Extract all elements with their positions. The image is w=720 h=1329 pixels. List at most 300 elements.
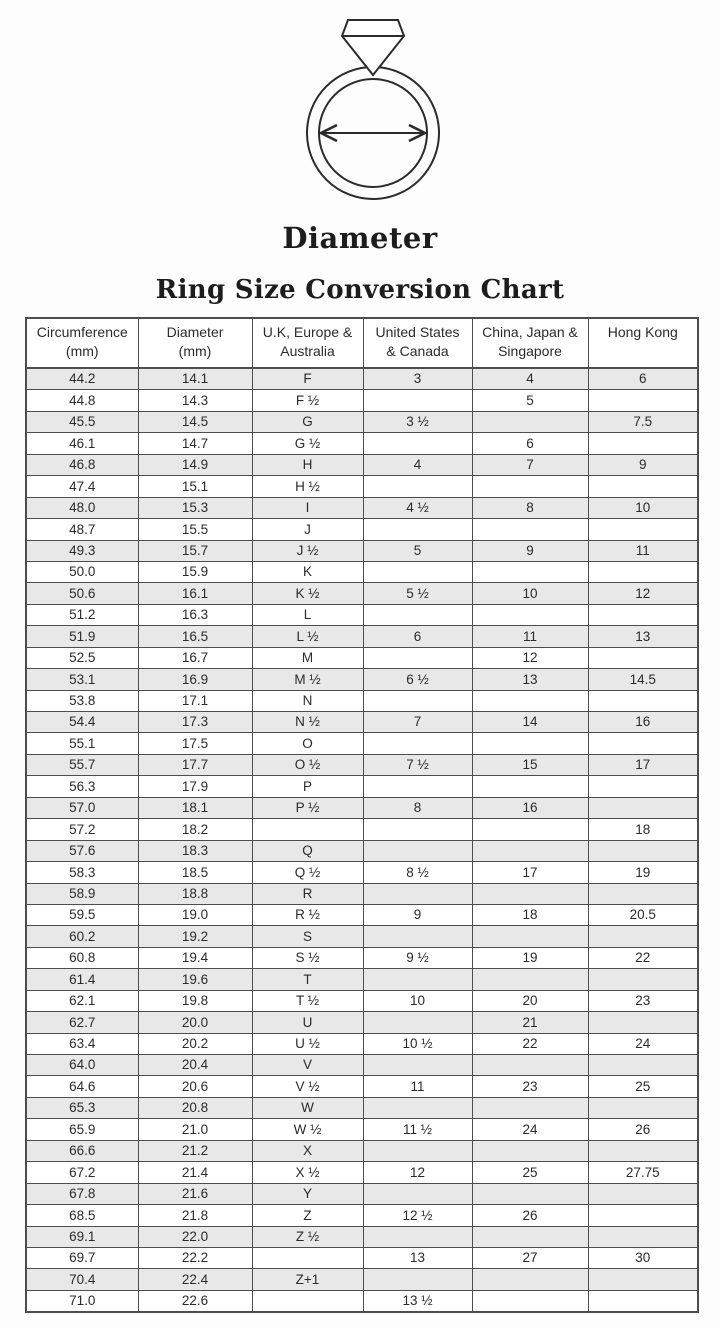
table-cell: W [252,1097,363,1118]
table-cell: 19 [588,862,698,883]
table-cell: 18.5 [138,862,252,883]
table-cell [588,969,698,990]
table-cell: 19 [472,947,588,968]
table-cell: 7 [363,712,472,733]
table-cell: 57.2 [26,819,138,840]
column-header-line: & Canada [386,343,449,359]
table-cell: 46.8 [26,454,138,475]
table-cell [588,390,698,411]
table-cell [588,797,698,818]
table-cell [588,519,698,540]
table-cell: 16.5 [138,626,252,647]
table-cell: 13 ½ [363,1290,472,1312]
table-cell: 71.0 [26,1290,138,1312]
table-cell: 21.2 [138,1140,252,1161]
table-cell: S [252,926,363,947]
table-cell: G ½ [252,433,363,454]
column-header-line: China, Japan & [482,324,578,340]
table-cell: 16.1 [138,583,252,604]
table-cell [363,476,472,497]
table-cell: 13 [588,626,698,647]
table-row [26,754,698,775]
table-cell: 20.6 [138,1076,252,1097]
table-cell: 4 [363,454,472,475]
table-cell: T [252,969,363,990]
table-cell: 50.0 [26,561,138,582]
column-header-line: Hong Kong [607,324,678,340]
table-cell: 15.9 [138,561,252,582]
table-cell: V [252,1055,363,1076]
table-cell: 19.6 [138,969,252,990]
table-cell: 8 ½ [363,862,472,883]
column-header-5 [472,318,588,368]
table-cell: 21 [472,1012,588,1033]
table-row [26,669,698,690]
table-cell: 9 [588,454,698,475]
table-cell: 17.5 [138,733,252,754]
table-cell: 62.7 [26,1012,138,1033]
table-cell [252,1290,363,1312]
table-row [26,497,698,518]
table-cell: 47.4 [26,476,138,497]
table-cell: 27 [472,1247,588,1268]
table-cell: 61.4 [26,969,138,990]
table-cell: I [252,497,363,518]
table-cell [252,1247,363,1268]
table-row [26,583,698,604]
table-row [26,969,698,990]
table-cell [588,840,698,861]
table-cell: Q ½ [252,862,363,883]
table-cell: 14.3 [138,390,252,411]
table-cell: 3 ½ [363,411,472,432]
table-cell: 70.4 [26,1269,138,1290]
table-cell: 23 [472,1076,588,1097]
table-row [26,990,698,1011]
table-row [26,1205,698,1226]
table-cell: P ½ [252,797,363,818]
table-cell [588,647,698,668]
table-cell [472,690,588,711]
table-cell [363,1183,472,1204]
table-cell [472,840,588,861]
table-row [26,390,698,411]
table-cell: 65.3 [26,1097,138,1118]
table-cell: 16.3 [138,604,252,625]
table-cell [363,1269,472,1290]
table-cell: 30 [588,1247,698,1268]
table-cell: 6 [363,626,472,647]
table-cell: 64.0 [26,1055,138,1076]
table-cell [472,519,588,540]
table-cell [363,883,472,904]
table-cell: 55.7 [26,754,138,775]
table-cell: 48.7 [26,519,138,540]
table-cell: 46.1 [26,433,138,454]
table-cell: 24 [588,1033,698,1054]
table-cell: 5 ½ [363,583,472,604]
table-row [26,476,698,497]
table-cell: 68.5 [26,1205,138,1226]
table-row [26,454,698,475]
table-cell: 67.8 [26,1183,138,1204]
table-cell [363,1097,472,1118]
table-cell: 10 [363,990,472,1011]
table-cell: Z ½ [252,1226,363,1247]
table-cell: 4 ½ [363,497,472,518]
table-cell [363,819,472,840]
table-cell: 9 ½ [363,947,472,968]
table-cell: 25 [472,1162,588,1183]
table-cell: 8 [472,497,588,518]
table-cell: 6 [472,433,588,454]
table-row [26,797,698,818]
table-cell [363,519,472,540]
table-cell: 59.5 [26,904,138,925]
table-cell: F ½ [252,390,363,411]
column-header-line: Singapore [498,343,562,359]
table-cell [588,1269,698,1290]
table-cell: 20.0 [138,1012,252,1033]
table-cell: K [252,561,363,582]
table-cell: 6 [588,368,698,390]
table-cell: 62.1 [26,990,138,1011]
table-cell [363,433,472,454]
diamond-icon [342,20,404,75]
table-cell: 18.8 [138,883,252,904]
table-cell: 22.6 [138,1290,252,1312]
table-cell: R ½ [252,904,363,925]
table-cell [363,1226,472,1247]
table-cell: 16 [472,797,588,818]
table-cell: 63.4 [26,1033,138,1054]
table-cell: 7.5 [588,411,698,432]
table-cell: 26 [472,1205,588,1226]
table-cell [588,883,698,904]
table-row [26,1055,698,1076]
table-cell: N [252,690,363,711]
table-header-row [26,318,698,368]
table-cell [472,561,588,582]
table-cell: 69.1 [26,1226,138,1247]
ring-size-conversion-table [25,317,699,1313]
table-cell: 5 [472,390,588,411]
table-cell [588,690,698,711]
table-cell: Z+1 [252,1269,363,1290]
table-cell [588,1012,698,1033]
table-row [26,411,698,432]
column-header-1 [26,318,138,368]
table-cell: 20.4 [138,1055,252,1076]
table-cell [472,1055,588,1076]
table-cell: 9 [472,540,588,561]
table-cell [472,1097,588,1118]
table-cell: 19.8 [138,990,252,1011]
column-header-line: Australia [280,343,335,359]
table-row [26,1119,698,1140]
table-cell [472,1269,588,1290]
table-cell: 11 [363,1076,472,1097]
table-cell: 16.7 [138,647,252,668]
table-cell: 15.1 [138,476,252,497]
column-header-line: (mm) [65,343,99,359]
table-cell: 19.0 [138,904,252,925]
table-cell [588,1140,698,1161]
table-cell: 51.9 [26,626,138,647]
diameter-label: Diameter [282,221,438,255]
table-cell: 19.2 [138,926,252,947]
table-cell [588,1226,698,1247]
table-cell [363,604,472,625]
table-cell: 23 [588,990,698,1011]
table-cell [363,561,472,582]
table-cell [472,969,588,990]
table-cell: 8 [363,797,472,818]
table-cell: 58.3 [26,862,138,883]
table-row [26,1269,698,1290]
table-cell: Y [252,1183,363,1204]
table-cell [588,1097,698,1118]
table-cell: 10 ½ [363,1033,472,1054]
table-cell: 9 [363,904,472,925]
table-cell [588,1205,698,1226]
table-cell: W ½ [252,1119,363,1140]
table-row [26,1012,698,1033]
table-cell: 57.0 [26,797,138,818]
table-cell: 16 [588,712,698,733]
table-cell: 15.3 [138,497,252,518]
table-cell [588,433,698,454]
table-cell: 48.0 [26,497,138,518]
column-header-4 [363,318,472,368]
table-cell: 56.3 [26,776,138,797]
table-cell [588,1055,698,1076]
table-cell: S ½ [252,947,363,968]
table-cell: 21.6 [138,1183,252,1204]
table-row [26,1226,698,1247]
table-cell: 18 [588,819,698,840]
table-cell: 54.4 [26,712,138,733]
table-cell: 18.2 [138,819,252,840]
table-cell: 22.2 [138,1247,252,1268]
table-row [26,690,698,711]
table-cell: 55.1 [26,733,138,754]
table-cell: 15.7 [138,540,252,561]
table-cell: 11 [472,626,588,647]
table-cell [472,733,588,754]
table-cell [472,1226,588,1247]
table-cell: 7 ½ [363,754,472,775]
table-row [26,1290,698,1312]
table-cell: 17 [588,754,698,775]
table-cell [472,819,588,840]
table-cell: 19.4 [138,947,252,968]
table-cell: 13 [472,669,588,690]
table-cell: 12 [363,1162,472,1183]
table-cell [363,733,472,754]
column-header-3 [252,318,363,368]
table-cell [472,1290,588,1312]
table-row [26,1162,698,1183]
table-cell: 44.8 [26,390,138,411]
table-cell: X [252,1140,363,1161]
table-cell [472,1183,588,1204]
table-cell: G [252,411,363,432]
table-row [26,840,698,861]
table-cell [252,819,363,840]
table-cell: 17 [472,862,588,883]
table-cell: 22.0 [138,1226,252,1247]
table-cell: 58.9 [26,883,138,904]
table-row [26,947,698,968]
table-cell: 21.4 [138,1162,252,1183]
table-cell [472,476,588,497]
column-header-line: United States [375,324,460,340]
table-cell: 14.5 [138,411,252,432]
table-cell [363,1055,472,1076]
table-cell: 20 [472,990,588,1011]
table-cell: U [252,1012,363,1033]
table-cell: 12 ½ [363,1205,472,1226]
table-cell: 17.3 [138,712,252,733]
table-cell: 27.75 [588,1162,698,1183]
table-cell: F [252,368,363,390]
table-cell [472,1140,588,1161]
table-row [26,519,698,540]
table-cell: L [252,604,363,625]
table-cell [588,1183,698,1204]
table-cell [472,926,588,947]
table-cell: 14 [472,712,588,733]
table-cell: 69.7 [26,1247,138,1268]
table-row [26,433,698,454]
column-header-line: Diameter [166,324,224,340]
page-title: Ring Size Conversion Chart [155,275,565,305]
table-cell: 52.5 [26,647,138,668]
table-cell: 13 [363,1247,472,1268]
table-row [26,926,698,947]
table-cell: 18.1 [138,797,252,818]
table-row [26,647,698,668]
table-cell: 65.9 [26,1119,138,1140]
table-cell: 17.9 [138,776,252,797]
table-cell: 15 [472,754,588,775]
table-row [26,1076,698,1097]
table-cell [363,1012,472,1033]
table-cell [363,647,472,668]
table-cell [588,1290,698,1312]
table-cell [363,690,472,711]
column-header-2 [138,318,252,368]
table-cell: R [252,883,363,904]
ring-diameter-icon [298,8,448,206]
table-cell: 25 [588,1076,698,1097]
table-cell: N ½ [252,712,363,733]
table-cell: 3 [363,368,472,390]
table-cell: L ½ [252,626,363,647]
table-cell: X ½ [252,1162,363,1183]
table-cell: 49.3 [26,540,138,561]
table-cell: 67.2 [26,1162,138,1183]
table-row [26,368,698,390]
column-header-line: (mm) [178,343,212,359]
table-cell [363,969,472,990]
table-cell [363,390,472,411]
table-cell [588,733,698,754]
table-cell: 45.5 [26,411,138,432]
table-cell: 21.0 [138,1119,252,1140]
table-cell [588,776,698,797]
table-cell: 20.2 [138,1033,252,1054]
table-row [26,712,698,733]
table-cell: Z [252,1205,363,1226]
column-header-line: U.K, Europe & [262,324,353,340]
table-cell: J [252,519,363,540]
table-cell: 20.8 [138,1097,252,1118]
table-cell: 7 [472,454,588,475]
table-cell: T ½ [252,990,363,1011]
table-cell: 12 [588,583,698,604]
table-cell: 16.9 [138,669,252,690]
column-header-6 [588,318,698,368]
table-row [26,1247,698,1268]
table-row [26,883,698,904]
table-cell: 10 [588,497,698,518]
table-cell: 22.4 [138,1269,252,1290]
table-cell: 60.2 [26,926,138,947]
table-cell [363,776,472,797]
table-cell [588,926,698,947]
table-cell: 22 [472,1033,588,1054]
table-cell: 4 [472,368,588,390]
table-cell: 21.8 [138,1205,252,1226]
table-cell: 6 ½ [363,669,472,690]
table-row [26,626,698,647]
table-cell: V ½ [252,1076,363,1097]
table-cell: 18 [472,904,588,925]
table-cell [472,411,588,432]
table-row [26,819,698,840]
ring-figure [0,0,720,206]
table-cell [472,883,588,904]
table-cell: 57.6 [26,840,138,861]
table-cell: U ½ [252,1033,363,1054]
table-cell: 26 [588,1119,698,1140]
table-cell: 66.6 [26,1140,138,1161]
table-cell: 15.5 [138,519,252,540]
table-cell: 10 [472,583,588,604]
table-cell [588,561,698,582]
table-row [26,1140,698,1161]
table-cell: M [252,647,363,668]
table-row [26,540,698,561]
table-cell: H ½ [252,476,363,497]
table-cell: O ½ [252,754,363,775]
table-cell [472,776,588,797]
table-row [26,1033,698,1054]
table-cell: 11 ½ [363,1119,472,1140]
table-cell: 14.7 [138,433,252,454]
table-cell: 14.9 [138,454,252,475]
table-cell: 14.5 [588,669,698,690]
table-cell: 60.8 [26,947,138,968]
table-cell: P [252,776,363,797]
table-row [26,904,698,925]
table-cell: Q [252,840,363,861]
table-row [26,733,698,754]
table-cell [588,476,698,497]
table-cell: 5 [363,540,472,561]
